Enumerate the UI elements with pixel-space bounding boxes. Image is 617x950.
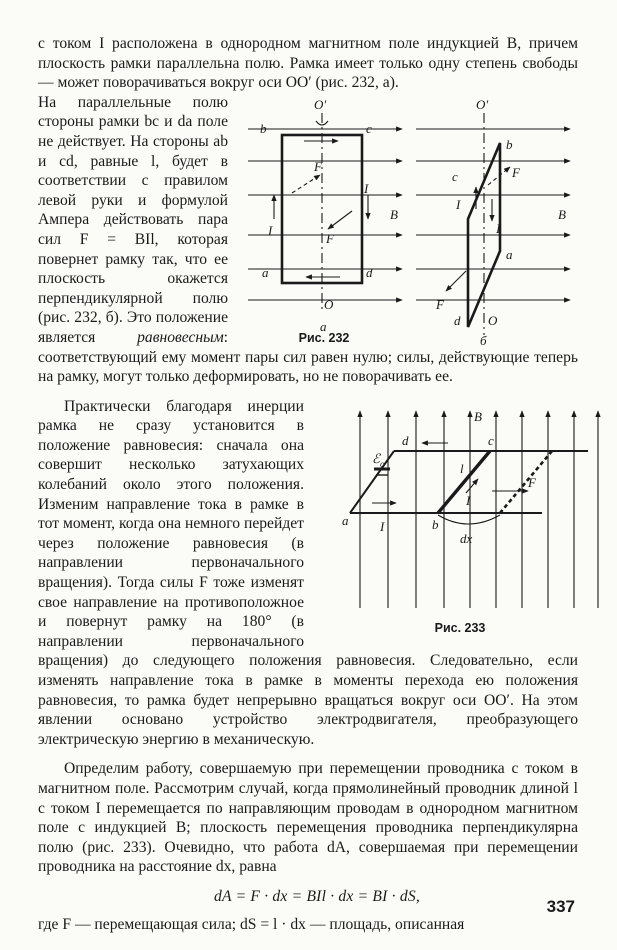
label-F: F (512, 164, 520, 180)
page-text (38, 34, 578, 934)
label-d: d (454, 312, 461, 328)
formula-work: dA = F · dx = BIl · dx = BI · dS, (214, 887, 420, 905)
figure-233-drawing (342, 403, 604, 613)
label-O-prime: O′ (476, 96, 489, 112)
figure-232-drawing (240, 95, 578, 345)
label-B: B (474, 408, 482, 424)
force-arrow-lower (446, 271, 466, 291)
label-c: c (366, 120, 372, 136)
figure-233-caption: Рис. 233 (434, 620, 486, 635)
label-c: c (488, 432, 494, 448)
paragraph-2: На параллельные полю стороны рамки bc и da поле не действует. На стороны ab и cd, равные l, будет в соответствии с правилом левой руки и формулой Ампера действовать пара сил F = BIl, которая повернет рамку так, что ее плоскость окажется перпендикулярной полю (рис. 232, б). Это положение является равновесным: соответствующий ему момент пары сил равен нулю; силы, действующие теперь на рамку, могут только деформировать, но не поворачивать ее. (38, 93, 578, 386)
label-O: O (488, 312, 498, 328)
label-d: d (402, 432, 409, 448)
label-l: l (460, 460, 464, 476)
paragraph-5: где F — перемещающая сила; dS = l · dx — площадь, описанная (38, 915, 465, 933)
label-F: F (314, 158, 322, 174)
figure-232 (240, 95, 578, 345)
label-I: I (380, 518, 385, 534)
label-sub-b: б (480, 332, 487, 345)
label-B: B (390, 206, 398, 222)
label-I: I (364, 180, 369, 196)
paragraph-1: с током I расположена в однородном магнитном поле индукцией B, причем плоскость рамки параллельна полю. Рамка имеет только одну степень свободы — может поворачиваться вокруг оси OO′ (рис. 232, а). (38, 35, 578, 92)
label-d: d (366, 264, 373, 280)
current-arrow-conductor (466, 479, 478, 493)
label-O-prime: O′ (314, 96, 327, 112)
label-emf-sub: о (380, 458, 385, 469)
dx-brace (438, 515, 500, 524)
force-arrow-lower (328, 211, 352, 229)
label-a: a (262, 264, 269, 280)
label-sub-a: а (320, 318, 327, 334)
label-b: b (432, 516, 439, 532)
figure-233 (316, 403, 578, 635)
paragraph-3: B d c ℰ о l I F a I b dx Рис. 233 Практически благодаря инерции рамка не сразу установится в положение равновесия: сначала она совершит несколько затухающих колебаний около этого положения. Изменим направление тока в рамке в тот момент, когда она немного перейдет через положение равновесия (в направлении первоначального вращения). Тогда силы F тоже изменят свое направление на противоположное и повернут рамку на 180° (в направлении первоначального вращения) до следующего положения равновесия. Следовательно, если изменять направление тока в рамке в моменты перехода ею положения равновесия, то рамка будет непрерывно вращаться вокруг оси OO′. На этом явлении основано устройство электродвигателя, преобразующего электрическую энергию в механическую. (38, 397, 578, 750)
label-F: F (436, 296, 444, 312)
page-number: 337 (546, 897, 575, 916)
paragraph-4: Определим работу, совершаемую при перемещении проводника с током в магнитном поле. Рассмотрим случай, когда прямолинейный проводник длиной l с током I перемещается по направляющим проводам в однородном магнитном поле с индукцией B; плоскость перемещения проводника перпендикулярна полю (рис. 233). Очевидно, что работа dA, совершаемая при перемещении проводника на расстояние dx, равна (38, 760, 578, 876)
label-I: I (466, 492, 471, 508)
label-dx: dx (460, 530, 473, 546)
label-a: a (506, 246, 513, 262)
figure-232-caption: Рис. 232 (298, 330, 350, 345)
label-b: b (506, 136, 513, 152)
label-I: I (268, 222, 273, 238)
conductor (438, 451, 490, 513)
label-emf: ℰ (372, 450, 380, 466)
label-O: O (324, 296, 334, 312)
label-b: b (260, 120, 267, 136)
label-F: F (326, 230, 334, 246)
label-F: F (528, 474, 536, 490)
label-c: c (452, 168, 458, 184)
emphasis-equilibrium: равновесным (137, 328, 224, 346)
label-I: I (496, 220, 501, 236)
label-I: I (456, 196, 461, 212)
conductor-displaced (500, 451, 552, 513)
force-arrow-upper (292, 175, 320, 193)
label-a: a (342, 512, 349, 528)
label-B: B (558, 206, 566, 222)
